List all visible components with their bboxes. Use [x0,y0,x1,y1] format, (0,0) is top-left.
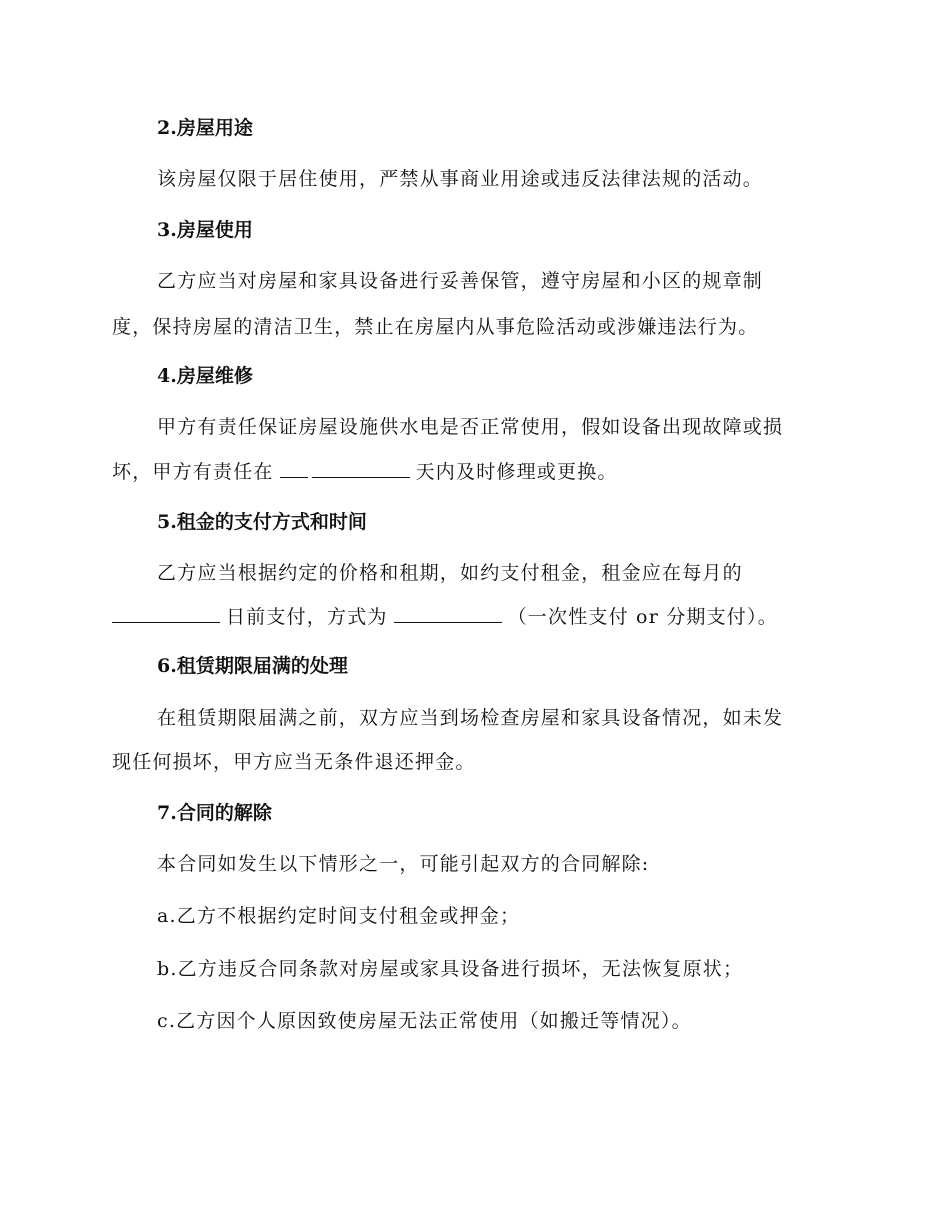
text-fragment: 天内及时修理或更换。 [415,461,618,483]
fill-in-blank[interactable] [312,459,410,478]
text-fragment: 日前支付，方式为 [226,606,388,628]
paragraph-line: 乙方应当对房屋和家具设备进行妥善保管，遵守房屋和小区的规章制 [157,270,764,292]
fill-in-blank[interactable] [112,604,220,623]
text-fragment: 坏，甲方有责任在 [112,461,274,483]
paragraph-line [112,459,618,484]
section-heading: 2.房屋用途 [157,117,253,139]
paragraph-line: 本合同如发生以下情形之一，可能引起双方的合同解除: [157,853,650,875]
text-fragment: （一次性支付 or 分期支付）。 [507,606,778,628]
section-heading: 3.房屋使用 [157,219,253,241]
section-heading: 6.租赁期限届满的处理 [157,655,348,677]
paragraph-line: 现任何损坏，甲方应当无条件退还押金。 [112,751,476,773]
fill-in-blank[interactable] [280,459,308,478]
section-heading: 7.合同的解除 [157,802,272,824]
paragraph-line: 甲方有责任保证房屋设施供水电是否正常使用，假如设备出现故障或损 [157,416,784,438]
section-heading: 4.房屋维修 [157,365,253,387]
list-item: a.乙方不根据约定时间支付租金或押金； [157,905,521,927]
paragraph-line [112,604,778,629]
section-heading: 5.租金的支付方式和时间 [157,511,367,533]
paragraph-line: 度，保持房屋的清洁卫生，禁止在房屋内从事危险活动或涉嫌违法行为。 [112,316,759,338]
list-item: b.乙方违反合同条款对房屋或家具设备进行损坏，无法恢复原状； [157,958,744,980]
fill-in-blank[interactable] [394,604,502,623]
paragraph-line: 在租赁期限届满之前，双方应当到场检查房屋和家具设备情况，如未发 [157,707,784,729]
paragraph-line: 乙方应当根据约定的价格和租期，如约支付租金，租金应在每月的 [157,562,743,584]
list-item: c.乙方因个人原因致使房屋无法正常使用（如搬迁等情况）。 [157,1010,692,1032]
paragraph-line: 该房屋仅限于居住使用，严禁从事商业用途或违反法律法规的活动。 [157,168,764,190]
